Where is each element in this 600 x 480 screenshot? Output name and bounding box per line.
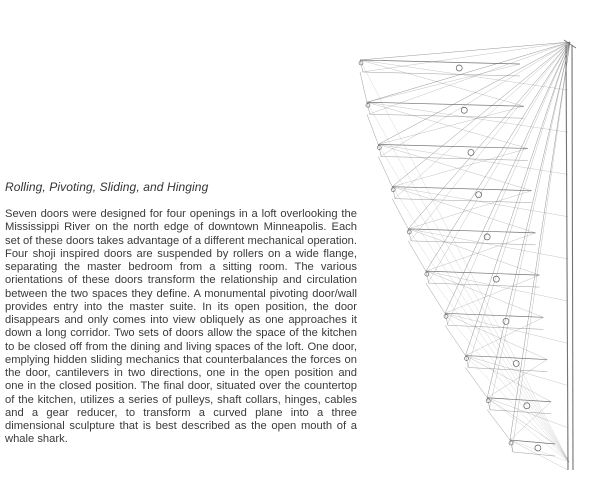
sketch-line (367, 64, 520, 102)
sketch-line (487, 42, 570, 398)
sketch-line (566, 45, 568, 470)
sketch-line (392, 187, 568, 217)
pulley-mark (493, 276, 499, 282)
door-mechanism-sketch (340, 0, 600, 480)
sketch-line (392, 199, 408, 229)
sketch-lines (360, 40, 576, 470)
sketch-line (378, 144, 569, 462)
sketch-line (408, 229, 568, 259)
sketch-line (448, 325, 543, 329)
sketch-line (408, 42, 570, 229)
sketch-line (367, 42, 570, 102)
sketch-line (408, 229, 569, 462)
pulley-mark (468, 149, 474, 155)
sketch-line (445, 42, 570, 313)
sketch-line (428, 42, 570, 283)
sketch-line (378, 144, 568, 174)
sketch-line (445, 313, 568, 343)
sketch-line (367, 114, 378, 144)
pulley-mark (461, 107, 467, 113)
sketch-line (572, 45, 573, 470)
sketch-line (429, 283, 540, 287)
pulley-mark (456, 65, 462, 71)
sketch-line (426, 233, 536, 271)
sketch-line (381, 156, 528, 160)
sketch-line (378, 156, 392, 186)
sketch-line (426, 271, 543, 317)
sketch-line (369, 42, 570, 114)
sketch-line (447, 42, 570, 325)
sketch-line (426, 42, 570, 271)
article-body: Seven doors were designed for four openings in a loft overlooking the Mississippi River on the north edge of downtown Minneapolis. Each set of these doors takes advantage of a different mechanical operation. Four shoji inspired doors are suspended by rollers on a wide flange, separating the master bedroom from a sitting room. The various orientations of these doors transform the relationship and circulation between the two spaces they define. A monumental pivoting door/wall provides entry into the master suite. In its open position, the door disappears and only comes into view obliquely as one approaches it down a long corridor. Two sets of doors allow the space of the kitchen to be closed off from the dining and living spaces of the loft. One door, emplying hidden sliding mechanics that counterbalances the forces on the door, cantilevers in two directions, one in the open position and one in the closed position. The final door, situated over the countertop of the kitchen, utilizes a series of pulleys, shaft collars, hinges, cables and a gear reducer, to transform a curved plane into a three dimensional sculpture that is best described as the open mouth of a whale shark. (5, 208, 357, 446)
sketch-line (466, 42, 570, 356)
sketch-line (426, 271, 569, 462)
sketch-marks (359, 61, 541, 451)
pulley-mark (513, 361, 519, 367)
sketch-line (466, 356, 569, 462)
sketch-line (380, 42, 570, 156)
sketch-line (445, 313, 547, 359)
sketch-line (466, 368, 488, 398)
sketch-line (445, 325, 465, 355)
sketch-line (445, 275, 539, 313)
sketch-line (489, 42, 570, 410)
pulley-mark (535, 445, 541, 451)
sketch-line (445, 313, 569, 462)
sketch-line (487, 410, 510, 440)
sketch-line (426, 271, 568, 301)
pulley-mark (484, 234, 490, 240)
sketch-line (411, 241, 535, 245)
sketch-line (367, 102, 568, 132)
pulley-mark (503, 318, 509, 324)
sketch-line (363, 72, 520, 76)
sketch-line (466, 356, 568, 386)
sketch-line (466, 356, 552, 402)
sketch-line (395, 199, 531, 203)
article-title: Rolling, Pivoting, Sliding, and Hinging (5, 180, 209, 194)
sketch-line (360, 60, 569, 462)
sketch-line (426, 283, 445, 313)
sketch-line (360, 60, 568, 90)
sketch-line (392, 148, 528, 186)
sketch-line (408, 241, 426, 271)
sketch-line (360, 72, 367, 102)
sketch-line (510, 440, 569, 462)
sketch-line (510, 42, 570, 440)
sketch-line (367, 102, 569, 462)
sketch-line (392, 187, 569, 462)
